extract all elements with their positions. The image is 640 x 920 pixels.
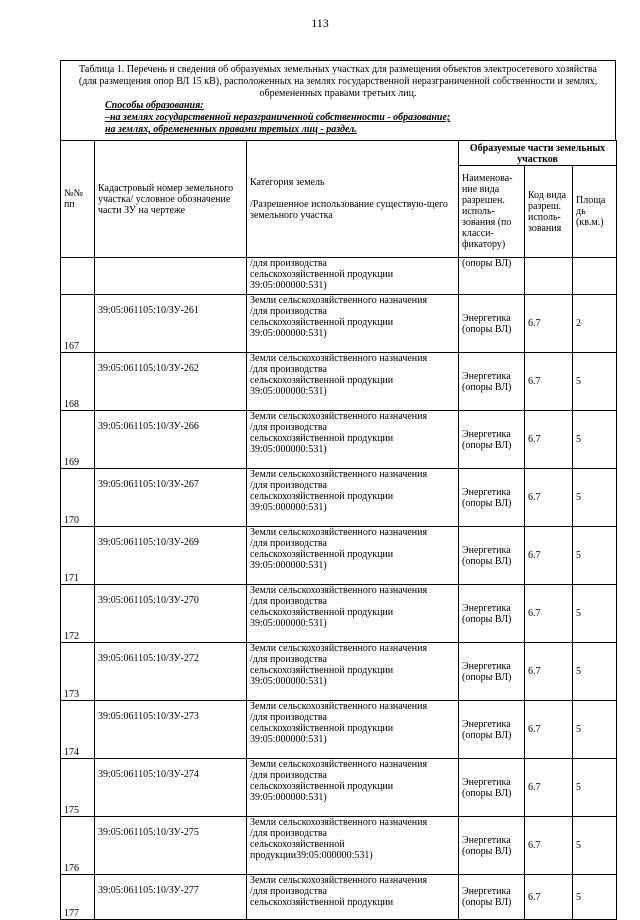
cell-area: 5	[573, 643, 617, 701]
cell-code: 6.7	[525, 411, 573, 469]
header-area: Площа дь (кв.м.)	[573, 166, 617, 258]
method-division: на землях, обремененных правами третьих лиц - раздел.	[105, 124, 357, 135]
document-sheet	[60, 60, 616, 920]
cell-code: 6.7	[525, 527, 573, 585]
cell-code: 6.7	[525, 701, 573, 759]
cell-area: 5	[573, 817, 617, 875]
cell-code: 6.7	[525, 817, 573, 875]
cell-num: 170	[61, 469, 95, 527]
cell-area: 5	[573, 701, 617, 759]
table-row	[61, 817, 617, 875]
cell-use: Энергетика (опоры ВЛ)	[459, 875, 525, 920]
table-row	[61, 585, 617, 643]
cell-use: Энергетика (опоры ВЛ)	[459, 643, 525, 701]
cell-cadastral: 39:05:061105:10/ЗУ-270	[95, 585, 247, 643]
method-formation: –на землях государственной неразграниченной собственности - образование;	[105, 112, 451, 123]
cell-code: 6.7	[525, 585, 573, 643]
table-row	[61, 353, 617, 411]
header-use-code: Код вида разреш. исполь-зования	[525, 166, 573, 258]
cell-category: Земли сельскохозяйственного назначения /для производства сельскохозяйственной продукции 39:05:000000:531)	[247, 353, 459, 411]
formation-methods	[69, 100, 607, 136]
cell-use: Энергетика (опоры ВЛ)	[459, 469, 525, 527]
cell-use: Энергетика (опоры ВЛ)	[459, 527, 525, 585]
header-category: Категория земель /Разрешенное использование существую-щего земельного участка	[247, 141, 459, 258]
methods-heading: Способы образования:	[105, 100, 204, 111]
header-cadastral: Кадастровый номер земельного участка/ условное обозначение части ЗУ на чертеже	[95, 141, 247, 258]
cell-category: Земли сельскохозяйственного назначения /для производства сельскохозяйственной продукции	[247, 875, 459, 920]
cell-area	[573, 258, 617, 295]
cell-category: Земли сельскохозяйственного назначения /для производства сельскохозяйственной продукции 39:05:000000:531)	[247, 643, 459, 701]
cell-num: 168	[61, 353, 95, 411]
table-row	[61, 527, 617, 585]
cell-area: 5	[573, 759, 617, 817]
cell-category: Земли сельскохозяйственного назначения /для производства сельскохозяйственной продукции 39:05:000000:531)	[247, 527, 459, 585]
table-row	[61, 411, 617, 469]
cell-cadastral: 39:05:061105:10/ЗУ-273	[95, 701, 247, 759]
cell-code: 6.7	[525, 469, 573, 527]
table-row-continuation	[61, 258, 617, 295]
cell-category: Земли сельскохозяйственного назначения /для производства сельскохозяйственной продукции 39:05:000000:531)	[247, 759, 459, 817]
table-row	[61, 295, 617, 353]
header-parts-group: Образуемые части земельных участков	[459, 141, 617, 166]
cell-num: 172	[61, 585, 95, 643]
cell-num: 174	[61, 701, 95, 759]
cell-cadastral: 39:05:061105:10/ЗУ-269	[95, 527, 247, 585]
cell-use: Энергетика (опоры ВЛ)	[459, 585, 525, 643]
cell-category: Земли сельскохозяйственного назначения /для производства сельскохозяйственной продукции 39:05:000000:531)	[247, 701, 459, 759]
cell-code: 6.7	[525, 295, 573, 353]
land-plots-table	[60, 140, 617, 920]
cell-area: 5	[573, 527, 617, 585]
cell-cadastral: 39:05:061105:10/ЗУ-277	[95, 875, 247, 920]
cell-code: 6.7	[525, 643, 573, 701]
page-number: 113	[311, 16, 329, 30]
cell-num: 173	[61, 643, 95, 701]
cell-num: 176	[61, 817, 95, 875]
cell-use: Энергетика (опоры ВЛ)	[459, 817, 525, 875]
cell-area: 2	[573, 295, 617, 353]
cell-category: Земли сельскохозяйственного назначения /для производства сельскохозяйственной продукции 39:05:000000:531)	[247, 295, 459, 353]
cell-code	[525, 258, 573, 295]
cell-area: 5	[573, 585, 617, 643]
cell-num: 175	[61, 759, 95, 817]
table-row	[61, 701, 617, 759]
cell-area: 5	[573, 469, 617, 527]
cell-category: Земли сельскохозяйственного назначения /для производства сельскохозяйственной продукции39:05:000000:531)	[247, 817, 459, 875]
cell-use: Энергетика (опоры ВЛ)	[459, 411, 525, 469]
cell-cadastral: 39:05:061105:10/ЗУ-262	[95, 353, 247, 411]
cell-cadastral: 39:05:061105:10/ЗУ-272	[95, 643, 247, 701]
cell-num	[61, 258, 95, 295]
cell-cadastral: 39:05:061105:10/ЗУ-266	[95, 411, 247, 469]
cell-category: /для производства сельскохозяйственной продукции 39:05:000000:531)	[247, 258, 459, 295]
table-row	[61, 469, 617, 527]
header-num: №№ пп	[61, 141, 95, 258]
cell-category: Земли сельскохозяйственного назначения /для производства сельскохозяйственной продукции 39:05:000000:531)	[247, 469, 459, 527]
cell-area: 5	[573, 353, 617, 411]
cell-code: 6.7	[525, 759, 573, 817]
header-use-name: Наименова-ние вида разрешен. исполь-зования (по класси-фикатору)	[459, 166, 525, 258]
cell-num: 167	[61, 295, 95, 353]
cell-num: 171	[61, 527, 95, 585]
cell-area: 5	[573, 411, 617, 469]
cell-use: Энергетика (опоры ВЛ)	[459, 295, 525, 353]
table-row	[61, 875, 617, 920]
cell-category: Земли сельскохозяйственного назначения /для производства сельскохозяйственной продукции 39:05:000000:531)	[247, 585, 459, 643]
cell-code: 6.7	[525, 353, 573, 411]
cell-use: Энергетика (опоры ВЛ)	[459, 759, 525, 817]
cell-cadastral	[95, 258, 247, 295]
cell-category: Земли сельскохозяйственного назначения /для производства сельскохозяйственной продукции 39:05:000000:531)	[247, 411, 459, 469]
cell-cadastral: 39:05:061105:10/ЗУ-261	[95, 295, 247, 353]
cell-use: Энергетика (опоры ВЛ)	[459, 353, 525, 411]
cell-cadastral: 39:05:061105:10/ЗУ-274	[95, 759, 247, 817]
table-row	[61, 643, 617, 701]
cell-num: 177	[61, 875, 95, 920]
caption-title: Таблица 1. Перечень и сведения об образуемых земельных участках для размещения объектов электросетевого хозяйства (для размещения опор ВЛ 15 кВ), расположенных на землях государственной неразграниченной собственности и землях, обремененных правами третьих лиц.	[78, 64, 598, 99]
cell-use: Энергетика (опоры ВЛ)	[459, 701, 525, 759]
table-row	[61, 759, 617, 817]
cell-code: 6.7	[525, 875, 573, 920]
table-caption	[60, 60, 616, 140]
cell-cadastral: 39:05:061105:10/ЗУ-275	[95, 817, 247, 875]
cell-area: 5	[573, 875, 617, 920]
cell-num: 169	[61, 411, 95, 469]
cell-cadastral: 39:05:061105:10/ЗУ-267	[95, 469, 247, 527]
cell-use: (опоры ВЛ)	[459, 258, 525, 295]
